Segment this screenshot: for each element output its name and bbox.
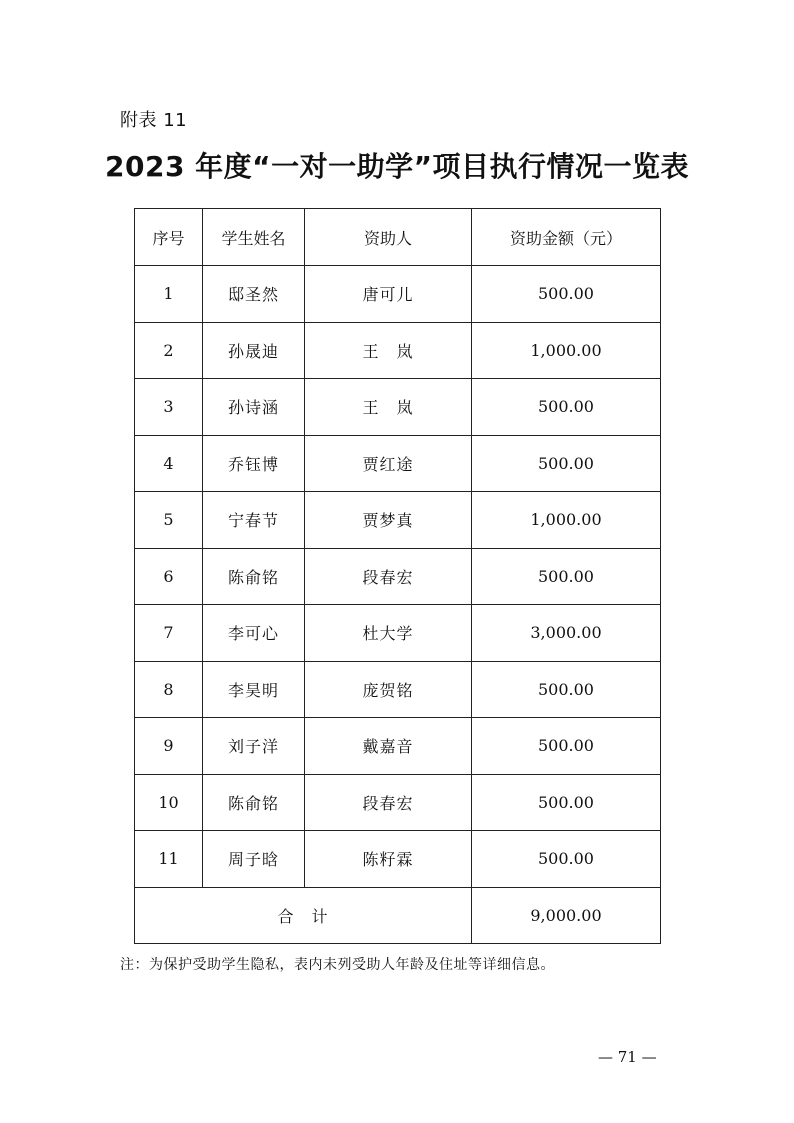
sponsor-name: 唐可儿 [305,266,472,323]
student-name: 孙晟迪 [203,322,305,379]
header-student: 学生姓名 [203,209,305,266]
student-name: 宁春节 [203,492,305,549]
table-row [135,266,661,323]
student-name: 陈俞铭 [203,774,305,831]
student-name: 周子晗 [203,831,305,888]
table-row [135,831,661,888]
table-row [135,435,661,492]
row-index: 6 [135,548,203,605]
aid-amount: 500.00 [472,379,661,436]
student-name: 刘子洋 [203,718,305,775]
row-index: 5 [135,492,203,549]
privacy-note: 注：为保护受助学生隐私，表内未列受助人年龄及住址等详细信息。 [120,957,555,973]
aid-amount: 500.00 [472,266,661,323]
table-row [135,322,661,379]
student-name: 李可心 [203,605,305,662]
aid-table [134,208,661,944]
table-row [135,605,661,662]
aid-amount: 500.00 [472,718,661,775]
sponsor-name: 贾红途 [305,435,472,492]
document-title: 2023 年度“一对一助学”项目执行情况一览表 [105,150,689,183]
table-row [135,661,661,718]
aid-amount: 500.00 [472,661,661,718]
aid-amount: 500.00 [472,831,661,888]
aid-amount: 500.00 [472,435,661,492]
row-index: 2 [135,322,203,379]
aid-amount: 500.00 [472,774,661,831]
table-header-row [135,209,661,266]
student-name: 乔钰博 [203,435,305,492]
page-number: — 71 — [598,1048,657,1066]
appendix-label: 附表 11 [120,110,188,131]
table-row [135,718,661,775]
row-index: 8 [135,661,203,718]
row-index: 4 [135,435,203,492]
sponsor-name: 杜大学 [305,605,472,662]
student-name: 邸圣然 [203,266,305,323]
sponsor-name: 戴嘉音 [305,718,472,775]
aid-amount: 500.00 [472,548,661,605]
row-index: 10 [135,774,203,831]
table-body [135,266,661,888]
total-amount: 9,000.00 [472,887,661,944]
header-sponsor: 资助人 [305,209,472,266]
aid-amount: 3,000.00 [472,605,661,662]
row-index: 1 [135,266,203,323]
table-row [135,492,661,549]
sponsor-name: 陈籽霖 [305,831,472,888]
table-row [135,774,661,831]
header-amount: 资助金额（元） [472,209,661,266]
row-index: 7 [135,605,203,662]
student-name: 孙诗涵 [203,379,305,436]
sponsor-name: 庞贺铭 [305,661,472,718]
sponsor-name: 段春宏 [305,548,472,605]
sponsor-name: 段春宏 [305,774,472,831]
sponsor-name: 贾梦真 [305,492,472,549]
student-name: 陈俞铭 [203,548,305,605]
header-index: 序号 [135,209,203,266]
row-index: 3 [135,379,203,436]
sponsor-name: 王 岚 [305,379,472,436]
row-index: 9 [135,718,203,775]
table-row [135,379,661,436]
aid-amount: 1,000.00 [472,492,661,549]
aid-amount: 1,000.00 [472,322,661,379]
student-name: 李昊明 [203,661,305,718]
sponsor-name: 王 岚 [305,322,472,379]
total-label: 合 计 [135,887,472,944]
table-row [135,548,661,605]
total-row [135,887,661,944]
row-index: 11 [135,831,203,888]
